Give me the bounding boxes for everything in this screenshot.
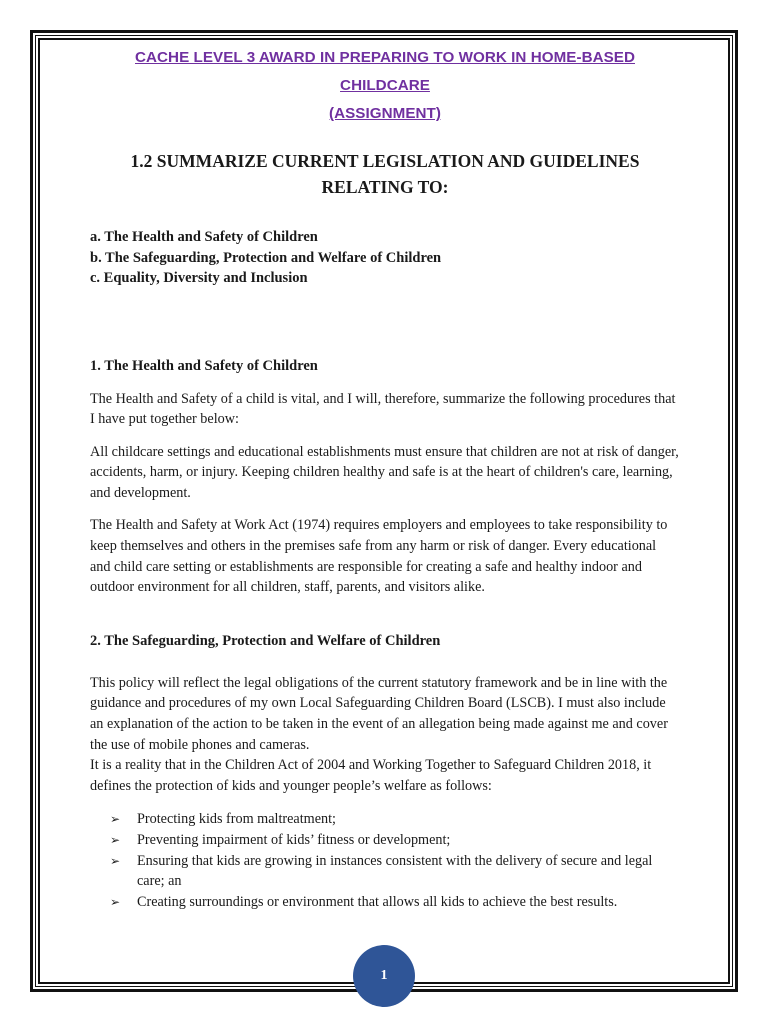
list-item [110, 851, 680, 892]
assignment-question-line1: 1.2 SUMMARIZE CURRENT LEGISLATION AND GUIDELINES [130, 151, 640, 171]
topic-item: c. Equality, Diversity and Inclusion [90, 270, 308, 286]
topic-item: a. The Health and Safety of Children [90, 229, 318, 245]
list-item-text: Ensuring that kids are growing in instances consistent with the delivery of secure and legal care; an [137, 852, 653, 890]
document-title [90, 44, 680, 128]
section1-paragraph: All childcare settings and educational establishments must ensure that children are not at risk of danger, accidents, harm, or injury. Keeping children healthy and safe is at the heart of children's care, learning, and development. [90, 443, 679, 501]
list-item [110, 809, 680, 830]
section2-paragraph: It is a reality that in the Children Act of 2004 and Working Together to Safeguard Children 2018, it defines the protection of kids and younger people’s welfare as follows: [90, 757, 652, 794]
section2-paragraph: This policy will reflect the legal obligations of the current statutory framework and be in line with the guidance and procedures of my own Local Safeguarding Children Board (LSCB). I must also include an explanation of the action to be taken in the event of an allegation being made against me and cover the use of mobile phones and cameras. [90, 674, 668, 753]
section1-paragraph: The Health and Safety of a child is vital, and I will, therefore, summarize the following procedures that I have put together below: [90, 390, 676, 428]
section1-paragraph: The Health and Safety at Work Act (1974) requires employers and employees to take responsibility to keep themselves and others in the premises safe from any harm or risk of danger. Every educational and child care setting or establishments are responsible for creating a safe and healthy indoor and outdoor environment for all children, staff, parents, and visitors alike. [90, 517, 668, 596]
document-title-line2: (ASSIGNMENT) [329, 105, 441, 122]
page-number: 1 [380, 968, 388, 983]
arrowhead-bullet-icon: ➢ [110, 833, 121, 847]
welfare-bullet-list [90, 809, 680, 912]
section1-heading: 1. The Health and Safety of Children [90, 357, 318, 374]
assignment-question-heading [90, 148, 680, 200]
topic-item: b. The Safeguarding, Protection and Welfare of Children [90, 249, 442, 266]
list-item-text: Protecting kids from maltreatment; [137, 811, 336, 828]
section2-heading: 2. The Safeguarding, Protection and Welfare of Children [90, 632, 441, 649]
arrowhead-bullet-icon: ➢ [110, 853, 121, 868]
document-title-line1: CACHE LEVEL 3 AWARD IN PREPARING TO WORK IN HOME-BASED CHILDCARE [135, 49, 635, 94]
topic-list [90, 227, 680, 289]
list-item [110, 830, 680, 851]
assignment-question-line2: RELATING TO: [321, 177, 449, 197]
page-content [90, 42, 680, 912]
arrowhead-bullet-icon: ➢ [110, 894, 121, 909]
list-item [110, 892, 680, 913]
list-item-text: Preventing impairment of kids’ fitness or development; [137, 832, 451, 848]
page-number-badge [353, 945, 415, 1007]
list-item-text: Creating surroundings or environment that allows all kids to achieve the best results. [137, 893, 618, 910]
arrowhead-bullet-icon: ➢ [110, 812, 121, 827]
